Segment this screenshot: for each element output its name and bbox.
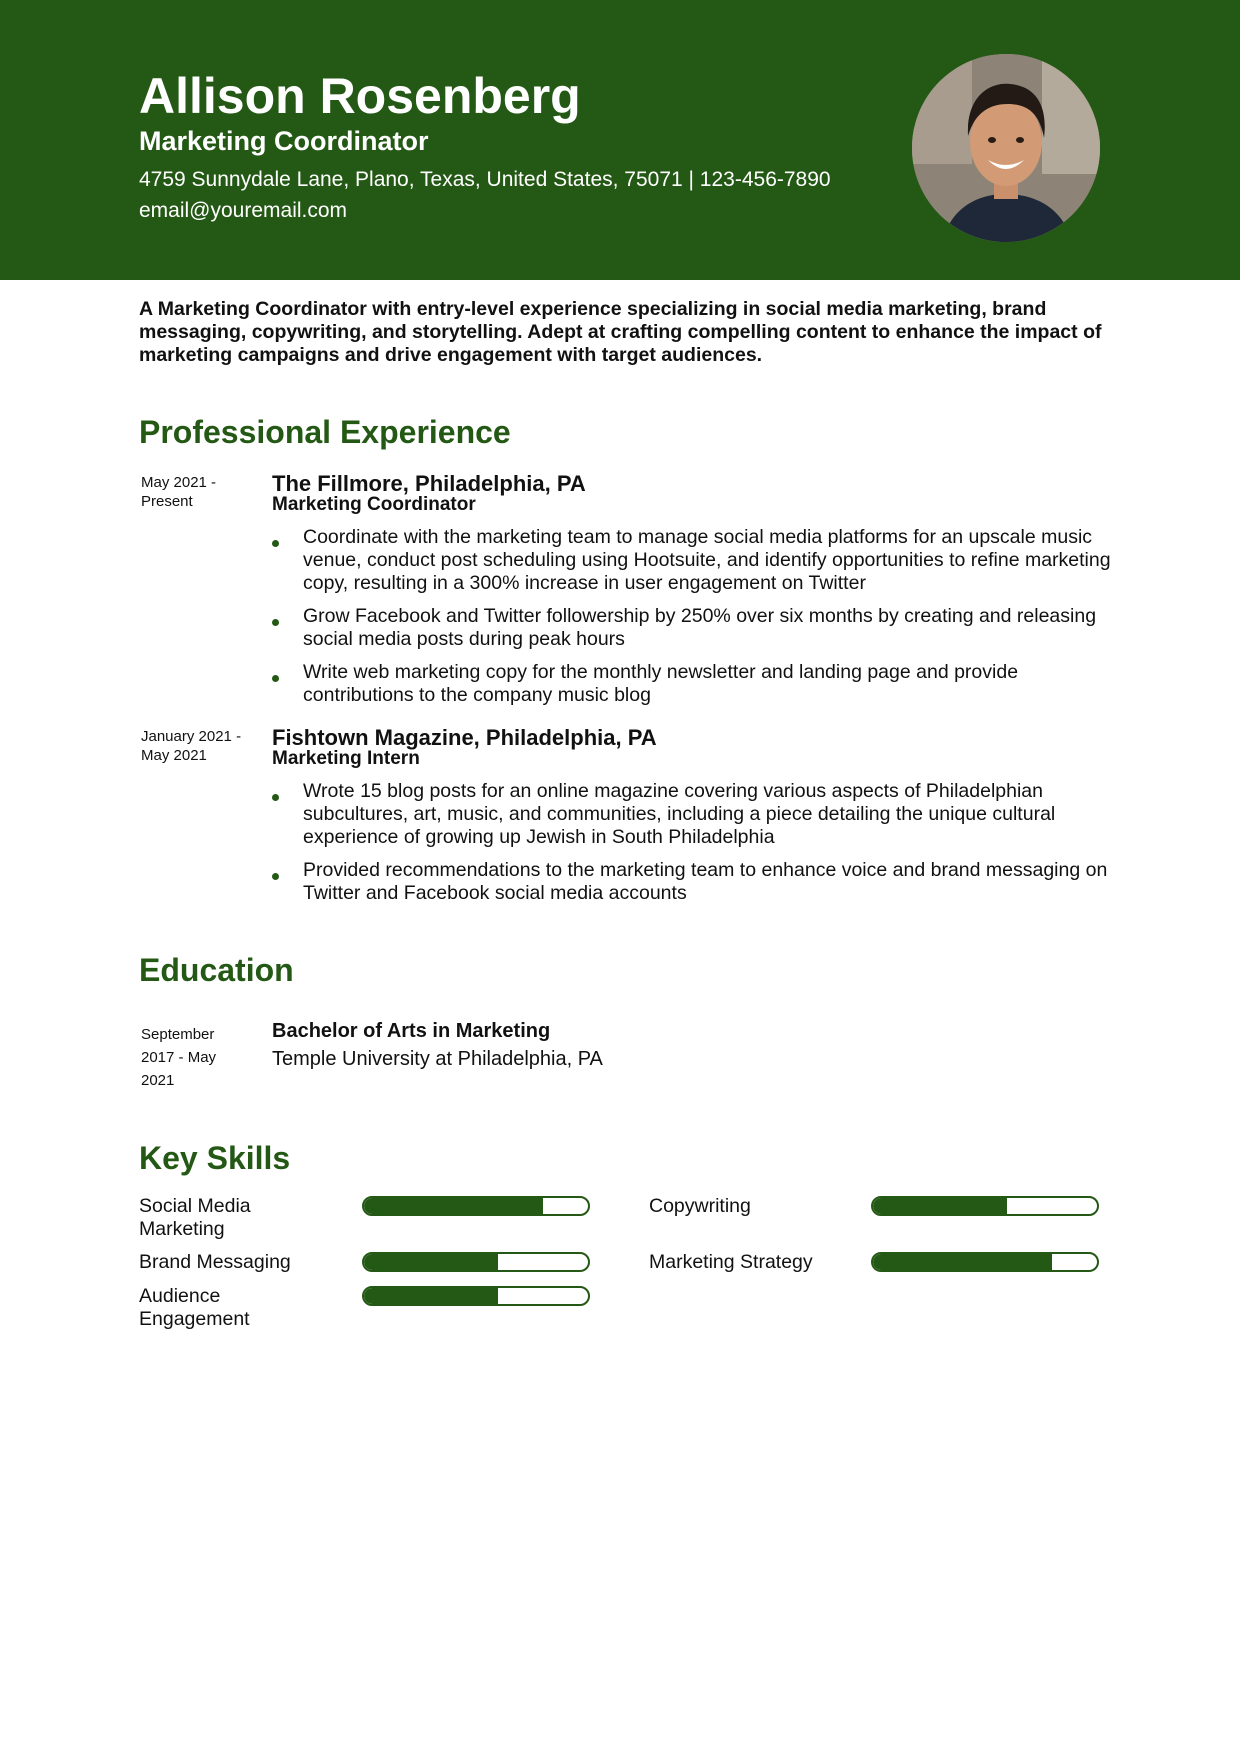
job-date: January 2021 - May 2021 [141,728,242,764]
address-phone-line: 4759 Sunnydale Lane, Plano, Texas, United States, 75071 | 123-456-7890 [139,168,831,191]
skill-level-fill [364,1254,498,1270]
job-role: Marketing Intern [272,748,420,769]
skill-label: Social Media Marketing [139,1195,251,1240]
bullet-dot-icon [272,794,279,801]
bullet-dot-icon [272,619,279,626]
skill-level-bar [362,1286,590,1306]
candidate-title: Marketing Coordinator [139,126,429,156]
bullet-text: Write web marketing copy for the monthly newsletter and landing page and provide contributions to the company music blog [303,661,1019,706]
education-school: Temple University at Philadelphia, PA [272,1048,603,1070]
job-bullets [272,526,1112,717]
bullet-dot-icon [272,873,279,880]
list-item [272,605,1112,651]
skill-level-bar [871,1196,1099,1216]
skills-heading: Key Skills [139,1140,291,1176]
job-company: Fishtown Magazine, Philadelphia, PA [272,725,657,750]
bullet-dot-icon [272,675,279,682]
candidate-name: Allison Rosenberg [139,68,581,124]
header-banner [0,0,1240,280]
list-item [272,661,1112,707]
skill-level-fill [873,1198,1007,1214]
skill-label: Copywriting [649,1195,751,1217]
skill-label: Marketing Strategy [649,1251,813,1273]
list-item [272,526,1112,595]
skill-level-fill [364,1288,498,1304]
job-bullets [272,780,1112,915]
skill-level-bar [362,1196,590,1216]
skill-level-bar [362,1252,590,1272]
contact-info [139,164,859,226]
skill-label: Audience Engagement [139,1285,250,1330]
bullet-text: Grow Facebook and Twitter followership by 250% over six months by creating and releasing social media posts during peak hours [303,605,1097,650]
list-item [272,859,1112,905]
list-item [272,780,1112,849]
education-degree: Bachelor of Arts in Marketing [272,1020,551,1042]
bullet-dot-icon [272,540,279,547]
job-role: Marketing Coordinator [272,494,476,515]
skill-label: Brand Messaging [139,1251,291,1273]
profile-summary: A Marketing Coordinator with entry-level experience specializing in social media marketing, brand messaging, copywriting, and storytelling. Adept at crafting compelling content to enhance the impact of marketing campaigns and drive engagement with target audiences. [139,298,1102,366]
education-date: September 2017 - May 2021 [141,1026,217,1089]
job-company: The Fillmore, Philadelphia, PA [272,471,586,496]
email-line: email@youremail.com [139,199,348,222]
bullet-text: Wrote 15 blog posts for an online magazine covering various aspects of Philadelphian subcultures, art, music, and communities, including a piece detailing the unique cultural experience of growing up Jewish in South Philadelphia [303,780,1056,848]
bullet-text: Coordinate with the marketing team to manage social media platforms for an upscale music venue, conduct post scheduling using Hootsuite, and identify opportunities to refine marketing copy, resulting in a 300% increase in user engagement on Twitter [303,526,1111,594]
bullet-text: Provided recommendations to the marketing team to enhance voice and brand messaging on Twitter and Facebook social media accounts [303,859,1108,904]
skill-level-bar [871,1252,1099,1272]
education-heading: Education [139,952,294,988]
skill-level-fill [364,1198,543,1214]
experience-heading: Professional Experience [139,414,511,450]
job-date: May 2021 - Present [141,474,217,510]
skill-level-fill [873,1254,1052,1270]
profile-photo [912,54,1100,242]
